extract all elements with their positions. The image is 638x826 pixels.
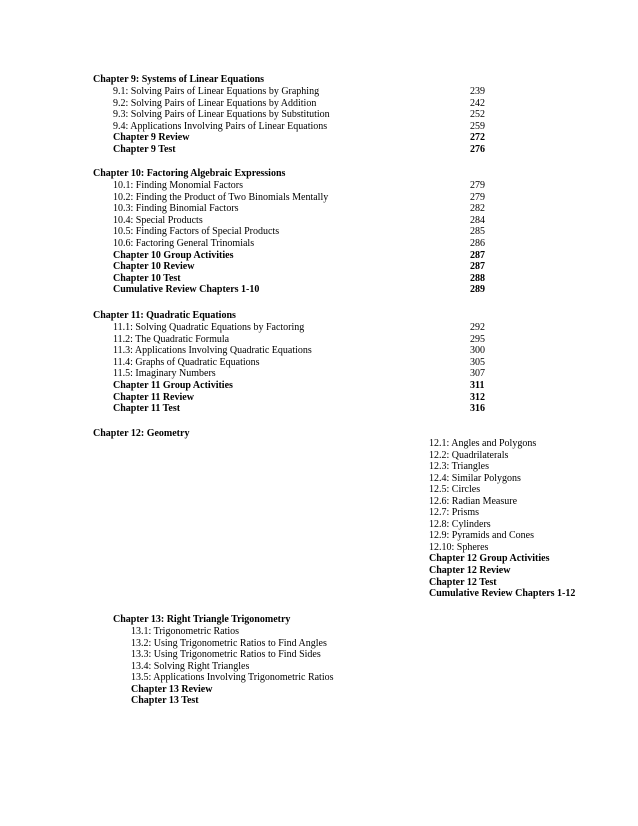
chapter-13-list — [113, 626, 334, 707]
toc-entry-label: Chapter 10 Group Activities — [113, 249, 234, 261]
toc-entry-label: Chapter 9 Test — [113, 143, 176, 155]
toc-entry — [113, 637, 327, 650]
toc-entry — [93, 284, 485, 296]
toc-entry-page-number: 252 — [470, 109, 485, 121]
toc-entry-label: 10.1: Finding Monomial Factors — [113, 180, 243, 191]
toc-entry-label: 13.5: Applications Involving Trigonometric Ratios — [131, 672, 334, 684]
toc-entry-label: 12.3: Triangles — [429, 461, 490, 473]
toc-entry-label: 9.4: Applications Involving Pairs of Linear Equations — [113, 120, 328, 132]
chapter-11-list — [93, 322, 485, 415]
toc-entry-page-number: 312 — [470, 391, 485, 403]
toc-entry — [93, 120, 485, 133]
toc-entry — [93, 237, 485, 250]
toc-entry-page-number: 287 — [470, 261, 485, 273]
toc-entry — [93, 249, 485, 262]
chapter-10-list — [93, 180, 485, 296]
toc-entry-page-number: 311 — [470, 379, 485, 391]
toc-entry-label: 10.6: Factoring General Trinomials — [113, 237, 255, 249]
chapter-11-title: Chapter 11: Quadratic Equations — [93, 310, 236, 321]
chapter-11-section — [93, 310, 485, 415]
toc-entry-label: 10.2: Finding the Product of Two Binomials Mentally — [113, 191, 329, 203]
toc-entry-label: Cumulative Review Chapters 1-10 — [113, 284, 260, 296]
toc-entry-label: Chapter 9 Review — [113, 132, 190, 144]
chapter-9-title: Chapter 9: Systems of Linear Equations — [93, 74, 265, 85]
toc-entry-page-number: 305 — [470, 356, 485, 368]
toc-entry-page-number: 287 — [470, 249, 485, 261]
toc-entry-page-number: 295 — [470, 333, 485, 345]
toc-entry-page-number: 272 — [470, 132, 485, 144]
toc-entry-label: 12.2: Quadrilaterals — [429, 449, 509, 461]
toc-entry — [93, 191, 485, 204]
toc-entry-page-number: 300 — [470, 345, 485, 357]
toc-entry-label: 12.8: Cylinders — [429, 518, 491, 530]
toc-entry-page-number: 292 — [470, 322, 485, 333]
toc-entry-label: Chapter 11 Test — [113, 403, 181, 415]
toc-entry — [93, 379, 485, 392]
toc-entry — [93, 143, 485, 156]
toc-entry-label: 12.7: Prisms — [429, 507, 480, 519]
toc-entry — [93, 86, 485, 98]
toc-entry-label: 9.2: Solving Pairs of Linear Equations by Addition — [113, 97, 317, 109]
toc-entry — [113, 649, 321, 661]
toc-entry-page-number: 279 — [470, 191, 485, 203]
toc-entry-page-number: 285 — [470, 226, 485, 238]
toc-entry-label: Chapter 13 Review — [131, 683, 213, 695]
toc-entry — [93, 214, 485, 227]
toc-entry-label: 10.3: Finding Binomial Factors — [113, 203, 239, 215]
toc-entry-label: 11.1: Solving Quadratic Equations by Factoring — [113, 322, 305, 333]
toc-entry-label: 13.1: Trigonometric Ratios — [131, 626, 240, 637]
toc-entry — [93, 322, 485, 334]
toc-entry-page-number: 289 — [470, 284, 485, 296]
toc-entry-label: Chapter 11 Group Activities — [113, 379, 233, 391]
toc-entry-label: 13.2: Using Trigonometric Ratios to Find Angles — [131, 637, 327, 649]
toc-entry — [93, 132, 485, 144]
toc-entry-page-number: 316 — [470, 403, 485, 415]
toc-entry-label: Chapter 10 Test — [113, 272, 181, 284]
toc-entry-label: 12.4: Similar Polygons — [429, 472, 521, 484]
toc-entry — [113, 684, 290, 696]
toc-entry — [93, 345, 485, 357]
chapter-10-section — [93, 168, 485, 296]
toc-entry-label: 13.3: Using Trigonometric Ratios to Find Sides — [131, 649, 321, 661]
toc-entry-page-number: 288 — [470, 272, 485, 284]
toc-entry — [113, 672, 334, 684]
toc-entry — [93, 226, 485, 238]
toc-entry-page-number: 284 — [470, 214, 485, 226]
toc-entry-label: Chapter 10 Review — [113, 261, 195, 273]
toc-entry-label: 13.4: Solving Right Triangles — [131, 660, 250, 672]
toc-entry — [93, 180, 485, 192]
toc-entry-label: 10.4: Special Products — [113, 214, 203, 226]
toc-entry-label: 9.3: Solving Pairs of Linear Equations by Substitution — [113, 109, 330, 121]
chapter-12-section — [93, 428, 189, 440]
toc-entry-label: 11.5: Imaginary Numbers — [113, 368, 216, 380]
toc-entry — [93, 403, 485, 415]
chapter-9-section — [93, 74, 485, 156]
toc-entry-label: 12.5: Circles — [429, 484, 481, 496]
toc-entry-label: 12.6: Radian Measure — [429, 495, 518, 507]
toc-entry — [93, 261, 485, 273]
toc-entry — [93, 333, 485, 346]
toc-entry-label: 11.2: The Quadratic Formula — [113, 333, 230, 345]
toc-entry-page-number: 259 — [470, 120, 485, 132]
toc-entry-label: 12.1: Angles and Polygons — [429, 438, 537, 449]
toc-entry-label: 11.4: Graphs of Quadratic Equations — [113, 356, 260, 368]
toc-entry-label: Chapter 12 Test — [429, 576, 497, 588]
toc-entry-label: 12.9: Pyramids and Cones — [429, 530, 534, 542]
chapter-13-section — [113, 614, 334, 707]
toc-entry — [93, 368, 485, 380]
toc-entry — [113, 661, 290, 673]
toc-entry-page-number: 239 — [470, 86, 485, 97]
toc-entry — [113, 626, 290, 638]
toc-entry-page-number: 282 — [470, 203, 485, 215]
toc-entry — [93, 391, 485, 404]
toc-entry — [113, 695, 290, 707]
toc-entry-label: 10.5: Finding Factors of Special Products — [113, 226, 280, 238]
chapter-13-title: Chapter 13: Right Triangle Trigonometry — [113, 614, 291, 625]
toc-entry-page-number: 286 — [470, 237, 485, 249]
toc-entry — [93, 272, 485, 285]
toc-entry-page-number: 279 — [470, 180, 485, 191]
toc-entry-label: 12.10: Spheres — [429, 541, 489, 553]
toc-entry-label: Cumulative Review Chapters 1-12 — [429, 588, 576, 600]
toc-entry — [93, 97, 485, 110]
toc-entry-label: 11.3: Applications Involving Quadratic Equations — [113, 345, 312, 357]
toc-entry-page-number: 276 — [470, 143, 485, 155]
toc-entry — [93, 203, 485, 215]
toc-entry-label: Chapter 12 Review — [429, 565, 511, 577]
toc-entry-label: Chapter 12 Group Activities — [429, 553, 550, 565]
toc-entry-label: Chapter 11 Review — [113, 391, 194, 403]
chapter-9-list — [93, 86, 485, 156]
chapter-12-title: Chapter 12: Geometry — [93, 428, 190, 439]
toc-entry-label: 9.1: Solving Pairs of Linear Equations by Graphing — [113, 86, 320, 97]
toc-entry — [93, 356, 485, 369]
toc-entry — [93, 109, 485, 121]
toc-entry-label: Chapter 13 Test — [131, 695, 199, 707]
chapter-10-title: Chapter 10: Factoring Algebraic Expressions — [93, 168, 286, 179]
toc-entry-page-number: 307 — [470, 368, 485, 380]
toc-entry-page-number: 242 — [470, 97, 485, 109]
